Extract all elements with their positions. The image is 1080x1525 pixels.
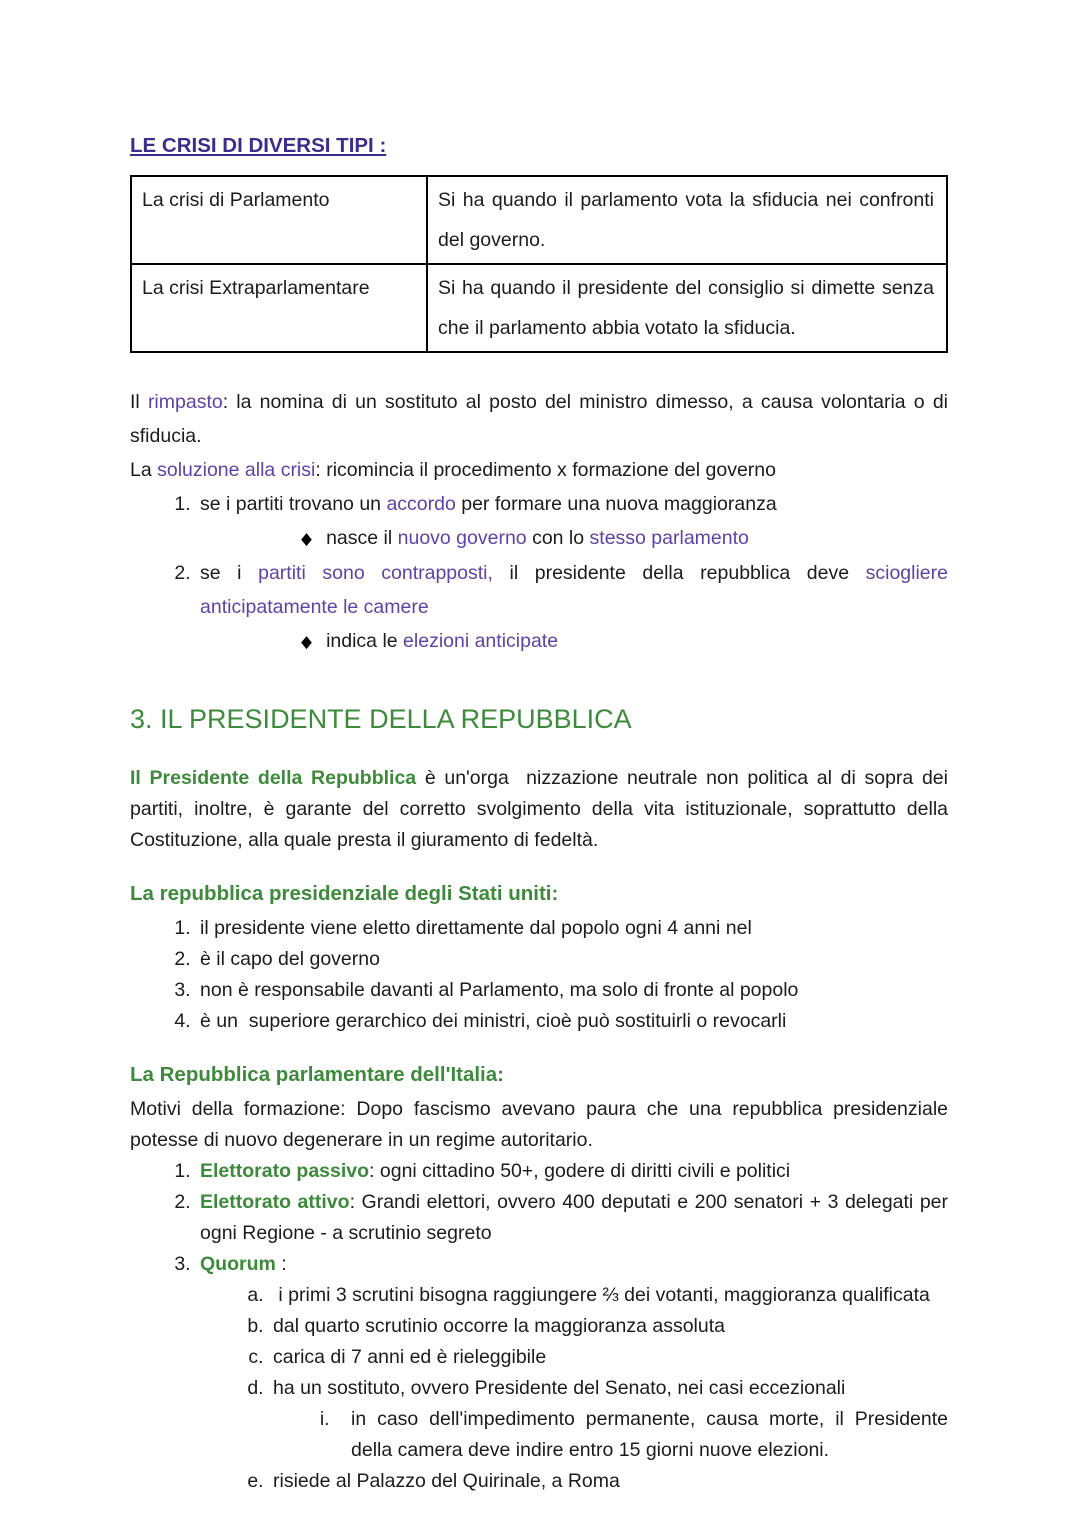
text-run: : ogni cittadino 50+, godere di diritti civili e politici — [369, 1160, 791, 1182]
text-run: nasce il — [326, 527, 398, 549]
text-run: se i partiti trovano un — [200, 493, 387, 515]
text-run: : ricomincia il procedimento x formazione del governo — [315, 459, 776, 481]
paragraph-soluzione — [130, 453, 948, 487]
table-row — [131, 264, 947, 352]
crisis-types-table — [130, 175, 948, 353]
text-run: La — [130, 459, 158, 481]
text-run: indica le — [326, 630, 404, 652]
list-item — [196, 1249, 948, 1497]
italy-republic-list — [130, 1156, 948, 1497]
section-heading-president: 3. IL PRESIDENTE DELLA REPUBBLICA — [130, 704, 632, 734]
highlighted-text: partiti sono contrapposti, — [258, 562, 493, 584]
text-run: per formare una nuova maggioranza — [455, 493, 777, 515]
diamond-bullet-item — [300, 624, 948, 659]
list-item-text — [326, 630, 558, 652]
list-item: 4. è un superiore gerarchico dei ministri, cioè può sostituirli o revocarli — [196, 1006, 948, 1037]
list-item — [196, 1187, 948, 1249]
text-run: : Grandi elettori, ovvero 400 deputati e 200 senatori + 3 delegati per ogni Regione - a scrutinio segreto — [200, 1191, 949, 1244]
list-item: e. risiede al Palazzo del Quirinale, a Roma — [269, 1466, 948, 1497]
list-item: a. i primi 3 scrutini bisogna raggiungere ⅔ dei votanti, maggioranza qualificata — [269, 1280, 948, 1311]
subheading-italy-republic: La Repubblica parlamentare dell'Italia: — [130, 1063, 504, 1086]
usa-republic-list — [130, 913, 948, 1037]
list-item: i. in caso dell'impedimento permanente, causa morte, il Presidente della camera deve indire entro 15 giorni nuove elezioni. — [335, 1404, 948, 1466]
diamond-bullet-item — [300, 521, 948, 556]
section-heading-crisis: LE CRISI DI DIVERSI TIPI : — [130, 134, 387, 157]
table-row — [131, 176, 947, 264]
highlighted-text: Elettorato attivo — [200, 1191, 350, 1213]
highlighted-text: sciogliere anticipatamente le camere — [200, 562, 948, 618]
crisis-type-cell: La crisi Extraparlamentare — [131, 264, 427, 352]
highlighted-text: accordo — [386, 493, 456, 515]
list-item — [196, 1156, 948, 1187]
list-item-text — [200, 493, 777, 515]
crisis-solution-list — [130, 487, 948, 659]
list-item: c. carica di 7 anni ed è rieleggibile — [269, 1342, 948, 1373]
list-item-text — [200, 1253, 287, 1275]
highlighted-text: Elettorato passivo — [200, 1160, 370, 1182]
highlighted-text: stesso parlamento — [589, 527, 749, 549]
diamond-bullet-icon: ◆ — [301, 529, 312, 548]
crisis-description-cell: Si ha quando il parlamento vota la sfiducia nei confronti del governo. — [427, 176, 947, 264]
diamond-bullet-icon: ◆ — [301, 632, 312, 651]
text-run: è un'orga nizzazione neutrale non politica al di sopra dei partiti, inoltre, è garante del corretto svolgimento della vita istituzionale, soprattutto della Costituzione, alla quale presta il giuramento di fedeltà. — [130, 767, 948, 851]
paragraph-rimpasto — [130, 385, 948, 453]
paragraph-president-intro — [130, 763, 948, 856]
diamond-sublist — [200, 521, 948, 556]
list-item — [196, 487, 948, 556]
list-item-text — [200, 562, 948, 618]
list-item: 3. non è responsabile davanti al Parlamento, ma solo di fronte al popolo — [196, 975, 948, 1006]
text-run: il presidente della repubblica deve — [492, 562, 866, 584]
highlighted-text: Il Presidente della Repubblica — [130, 767, 417, 789]
list-item-text — [326, 527, 749, 549]
list-item: b. dal quarto scrutinio occorre la maggioranza assoluta — [269, 1311, 948, 1342]
text-run: con lo — [526, 527, 590, 549]
paragraph-italy-motivation: Motivi della formazione: Dopo fascismo avevano paura che una repubblica presidenziale potesse di nuovo degenerare in un regime autoritario. — [130, 1098, 948, 1151]
quorum-sublist — [200, 1280, 948, 1497]
list-item — [196, 556, 948, 659]
highlighted-text: rimpasto — [147, 391, 223, 413]
list-item — [269, 1373, 948, 1466]
text-run: Il — [130, 391, 148, 413]
substitute-sublist — [273, 1404, 948, 1466]
list-item: 2. è il capo del governo — [196, 944, 948, 975]
subheading-usa-republic: La repubblica presidenziale degli Stati uniti: — [130, 882, 559, 905]
highlighted-text: nuovo governo — [397, 527, 527, 549]
text-run: se i — [200, 562, 259, 584]
crisis-description-cell: Si ha quando il presidente del consiglio si dimette senza che il parlamento abbia votato la sfiducia. — [427, 264, 947, 352]
diamond-sublist — [200, 624, 948, 659]
crisis-type-cell: La crisi di Parlamento — [131, 176, 427, 264]
list-item-text: ha un sostituto, ovvero Presidente del Senato, nei casi eccezionali — [273, 1377, 846, 1399]
text-run: : — [275, 1253, 287, 1275]
highlighted-text: elezioni anticipate — [403, 630, 559, 652]
text-run: : la nomina di un sostituto al posto del ministro dimesso, a causa volontaria o di sfiducia. — [130, 391, 949, 447]
list-item: 1. il presidente viene eletto direttamente dal popolo ogni 4 anni nel — [196, 913, 948, 944]
highlighted-text: Quorum — [200, 1253, 276, 1275]
highlighted-text: soluzione alla crisi — [157, 459, 316, 481]
